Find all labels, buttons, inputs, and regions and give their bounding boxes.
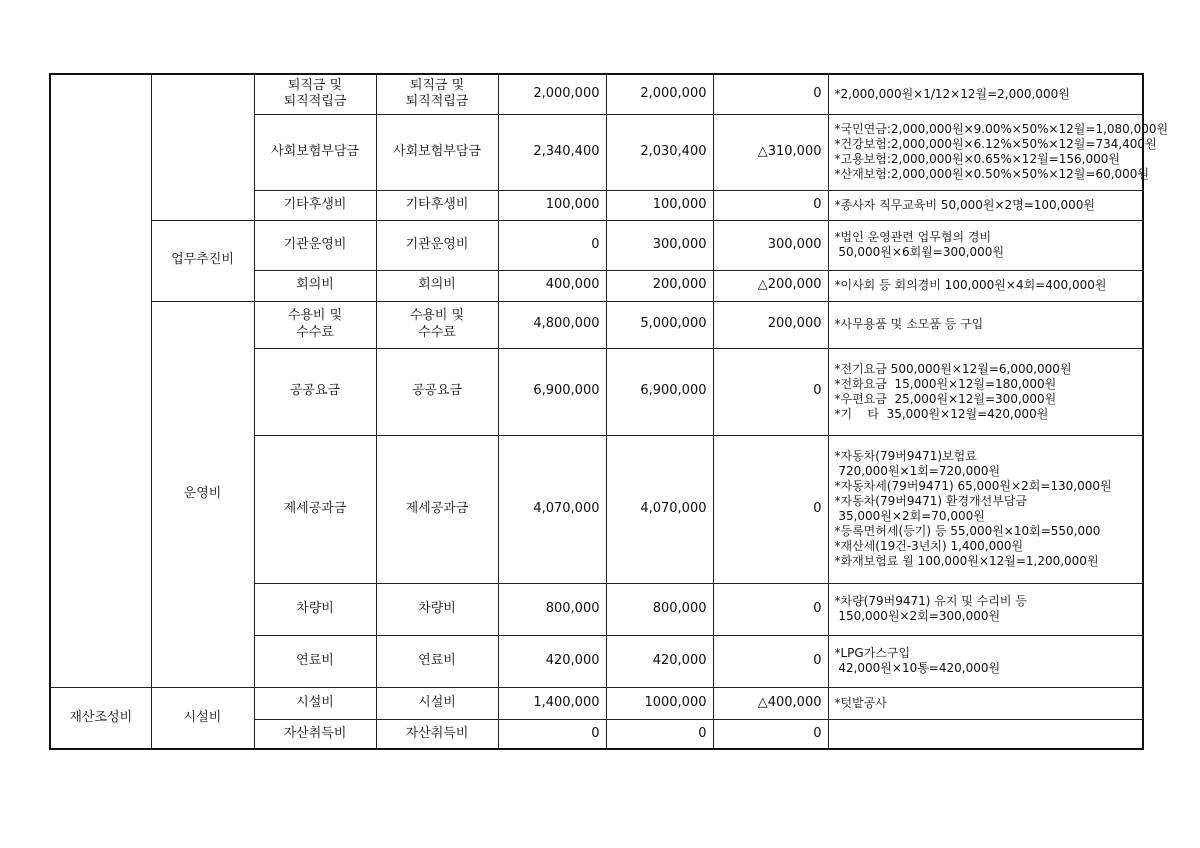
remark-line: *자동차세(79버9471) 65,000원×2회=130,000원	[834, 479, 1112, 493]
remark-line: *법인 운영관련 업무협의 경비	[834, 230, 992, 244]
remarks-cell	[828, 270, 1143, 301]
remark-line: *텃밭공사	[834, 695, 887, 710]
diff-amount: 200,000	[713, 301, 828, 348]
prev-amount: 2,340,400	[498, 114, 606, 190]
diff-amount: 0	[713, 74, 828, 114]
subcategory-cell: 시설비	[151, 687, 254, 749]
prev-amount: 1,400,000	[498, 687, 606, 719]
remark-line: *2,000,000원×1/12×12월=2,000,000원	[834, 86, 1070, 101]
detail-cell: 차량비	[376, 583, 498, 635]
item-cell: 시설비	[254, 687, 376, 719]
remark-line: *우편요금 25,000원×12월=300,000원	[834, 391, 1057, 406]
item-cell: 기관운영비	[254, 220, 376, 270]
item-cell: 수용비 및 수수료	[254, 301, 376, 348]
detail-cell: 수용비 및 수수료	[376, 301, 498, 348]
subcategory-cell-empty	[151, 74, 254, 220]
curr-amount: 2,030,400	[606, 114, 713, 190]
remarks-cell	[828, 583, 1143, 635]
remark-line: *전화요금 15,000원×12월=180,000원	[834, 376, 1057, 391]
curr-amount: 420,000	[606, 635, 713, 687]
table-row	[50, 220, 1143, 270]
remarks-cell	[828, 74, 1143, 114]
remark-line: 720,000원×1회=720,000원	[834, 464, 1001, 478]
subcategory-cell: 업무추진비	[151, 220, 254, 301]
curr-amount: 300,000	[606, 220, 713, 270]
remarks-cell	[828, 114, 1169, 190]
curr-amount: 4,070,000	[606, 435, 713, 583]
remark-line: *전기요금 500,000원×12월=6,000,000원	[834, 361, 1072, 376]
curr-amount: 200,000	[606, 270, 713, 301]
remark-line: *종사자 직무교육비 50,000원×2명=100,000원	[834, 197, 1095, 212]
remark-line: *기 타 35,000원×12월=420,000원	[834, 406, 1049, 421]
diff-amount: 0	[713, 583, 828, 635]
table-row	[50, 74, 1143, 114]
detail-cell: 공공요금	[376, 348, 498, 435]
curr-amount: 0	[606, 719, 713, 749]
item-cell: 회의비	[254, 270, 376, 301]
remarks-cell	[828, 190, 1143, 220]
detail-cell: 기관운영비	[376, 220, 498, 270]
curr-amount: 2,000,000	[606, 74, 713, 114]
remark-line: *이사회 등 회의경비 100,000원×4회=400,000원	[834, 278, 1107, 292]
remark-line: *화재보험료 월 100,000원×12월=1,200,000원	[834, 554, 1099, 568]
remark-line: *등록면허세(등기) 등 55,000원×10회=550,000	[834, 524, 1101, 538]
remarks-cell	[828, 301, 1143, 348]
prev-amount: 400,000	[498, 270, 606, 301]
curr-amount: 1000,000	[606, 687, 713, 719]
detail-cell: 회의비	[376, 270, 498, 301]
item-cell: 연료비	[254, 635, 376, 687]
diff-amount: 300,000	[713, 220, 828, 270]
budget-table	[49, 73, 1169, 750]
remark-line: *국민연금:2,000,000원×9.00%×50%×12월=1,080,000원	[834, 122, 1169, 136]
diff-amount: 0	[713, 348, 828, 435]
remark-line: *건강보험:2,000,000원×6.12%×50%×12월=734,400원	[834, 137, 1157, 151]
table-row	[50, 301, 1143, 348]
detail-cell: 자산취득비	[376, 719, 498, 749]
remarks-cell	[828, 348, 1143, 435]
prev-amount: 420,000	[498, 635, 606, 687]
prev-amount: 4,800,000	[498, 301, 606, 348]
item-cell: 사회보험부담금	[254, 114, 376, 190]
prev-amount: 0	[498, 220, 606, 270]
remark-line: 50,000원×6회월=300,000원	[834, 245, 1005, 259]
table-row	[50, 687, 1143, 719]
remarks-cell	[828, 435, 1143, 583]
diff-amount: 0	[713, 719, 828, 749]
detail-cell: 연료비	[376, 635, 498, 687]
item-cell: 기타후생비	[254, 190, 376, 220]
curr-amount: 6,900,000	[606, 348, 713, 435]
prev-amount: 4,070,000	[498, 435, 606, 583]
remark-line: 150,000원×2회=300,000원	[834, 609, 1001, 623]
remarks-cell	[828, 220, 1143, 270]
remark-line: *사무용품 및 소모품 등 구입	[834, 317, 984, 331]
subcategory-cell: 운영비	[151, 301, 254, 687]
remarks-cell	[828, 687, 1143, 719]
item-cell: 자산취득비	[254, 719, 376, 749]
remark-line: 42,000원×10통=420,000원	[834, 661, 1001, 675]
remarks-cell	[828, 635, 1143, 687]
prev-amount: 6,900,000	[498, 348, 606, 435]
detail-cell: 기타후생비	[376, 190, 498, 220]
remark-line: *산재보험:2,000,000원×0.50%×50%×12월=60,000원	[834, 167, 1150, 181]
detail-cell: 퇴직금 및 퇴직적립금	[376, 74, 498, 114]
prev-amount: 2,000,000	[498, 74, 606, 114]
remark-line: *고용보험:2,000,000원×0.65%×12월=156,000원	[834, 152, 1120, 166]
diff-amount: 0	[713, 635, 828, 687]
remark-line: 35,000원×2회=70,000원	[834, 509, 985, 523]
category-cell-empty	[50, 74, 151, 687]
remark-line: *LPG가스구입	[834, 646, 911, 660]
detail-cell: 제세공과금	[376, 435, 498, 583]
curr-amount: 800,000	[606, 583, 713, 635]
remarks-cell	[828, 719, 1143, 749]
item-cell: 퇴직금 및 퇴직적립금	[254, 74, 376, 114]
item-cell: 제세공과금	[254, 435, 376, 583]
diff-amount: 0	[713, 190, 828, 220]
item-cell: 차량비	[254, 583, 376, 635]
remark-line: *차량(79버9471) 유지 및 수리비 등	[834, 594, 1027, 608]
curr-amount: 100,000	[606, 190, 713, 220]
prev-amount: 0	[498, 719, 606, 749]
detail-cell: 시설비	[376, 687, 498, 719]
diff-amount: 0	[713, 435, 828, 583]
diff-amount: △310,000	[713, 114, 828, 190]
category-cell: 재산조성비	[50, 687, 151, 749]
prev-amount: 800,000	[498, 583, 606, 635]
prev-amount: 100,000	[498, 190, 606, 220]
diff-amount: △400,000	[713, 687, 828, 719]
detail-cell: 사회보험부담금	[376, 114, 498, 190]
diff-amount: △200,000	[713, 270, 828, 301]
item-cell: 공공요금	[254, 348, 376, 435]
remark-line: *재산세(19건-3년치) 1,400,000원	[834, 539, 1024, 553]
remark-line: *자동차(79버9471) 환경개선부담금	[834, 494, 1027, 508]
curr-amount: 5,000,000	[606, 301, 713, 348]
remark-line: *자동차(79버9471)보험료	[834, 449, 977, 463]
